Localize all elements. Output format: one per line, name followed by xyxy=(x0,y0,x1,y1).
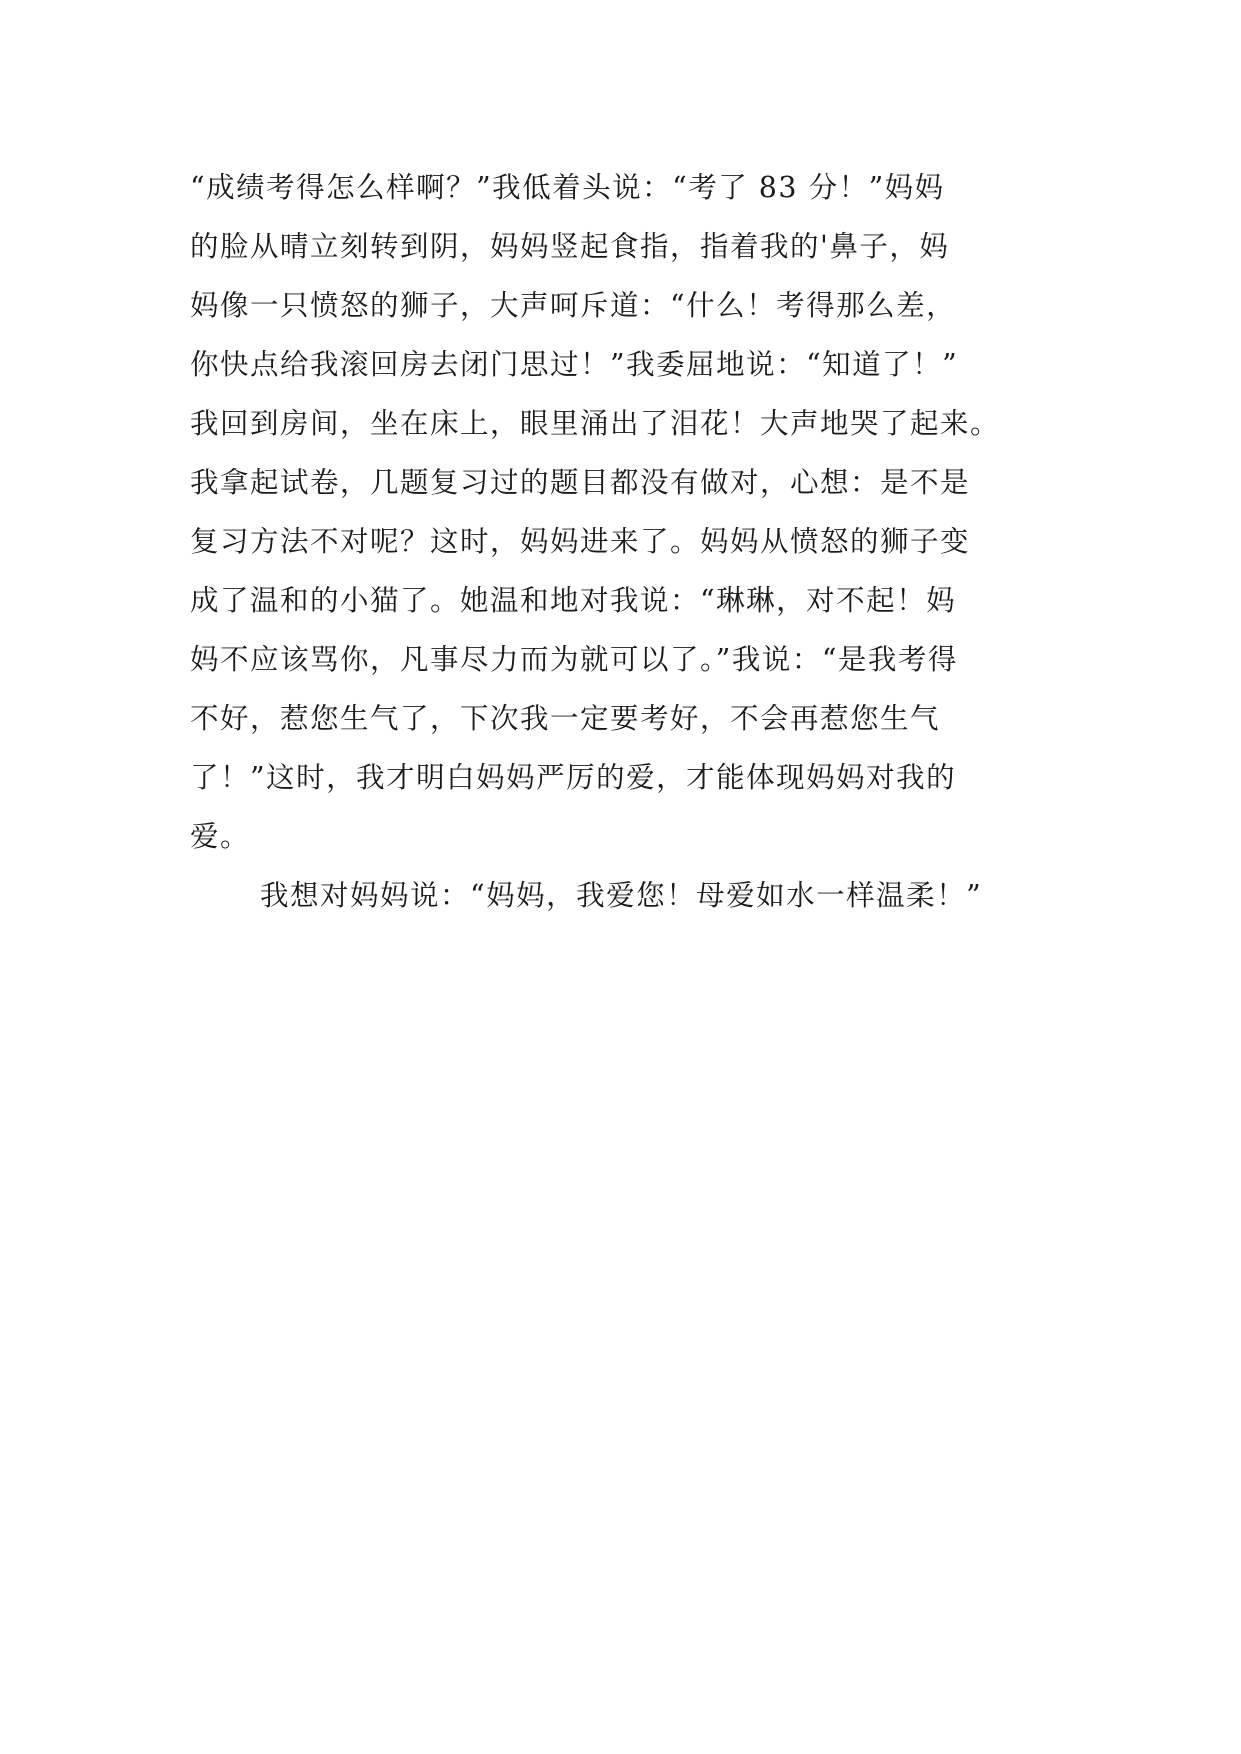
text-line: 不好，惹您生气了，下次我一定要考好，不会再惹您生气 xyxy=(190,702,941,735)
text-line: 了！”这时，我才明白妈妈严厉的爱，才能体现妈妈对我的 xyxy=(190,761,957,794)
paragraph-1 xyxy=(190,158,1070,866)
text-line: 我想对妈妈说：“妈妈，我爱您！母爱如水一样温柔！” xyxy=(260,879,983,912)
text-line: 复习方法不对呢？这时，妈妈进来了。妈妈从愤怒的狮子变 xyxy=(190,525,971,558)
text-line: 我拿起试卷，几题复习过的题目都没有做对，心想：是不是 xyxy=(190,466,971,499)
text-line: 我回到房间，坐在床上，眼里涌出了泪花！大声地哭了起来。 xyxy=(190,407,1001,440)
text-line: 爱。 xyxy=(190,820,251,853)
text-line: “成绩考得怎么样啊？”我低着头说：“考了 83 分！”妈妈 xyxy=(190,171,945,204)
text-line: 成了温和的小猫了。她温和地对我说：“琳琳，对不起！妈 xyxy=(190,584,957,617)
text-line: 妈像一只愤怒的狮子，大声呵斥道：“什么！考得那么差， xyxy=(190,289,957,322)
text-line: 的脸从晴立刻转到阴，妈妈竖起食指，指着我的'鼻子，妈 xyxy=(190,230,950,263)
paragraph-2 xyxy=(190,866,1070,925)
body-text xyxy=(190,158,1070,925)
text-line: 你快点给我滚回房去闭门思过！”我委屈地说：“知道了！” xyxy=(190,348,959,381)
text-line: 妈不应该骂你，凡事尽力而为就可以了。”我说：“是我考得 xyxy=(190,643,958,676)
